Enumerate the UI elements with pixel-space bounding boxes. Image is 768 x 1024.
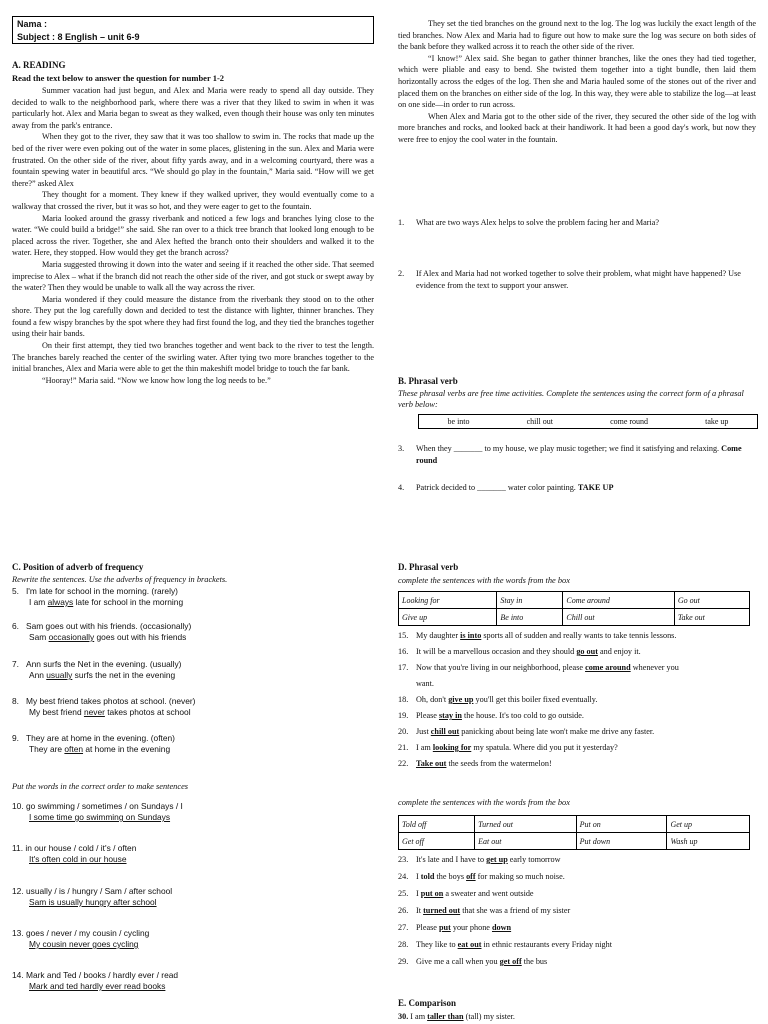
paragraph: When they got to the river, they saw that it was too shallow to swim in. The rocks that made up the bed of the river were even poking out of the water in some places, glistening in the sun. Alex and Maria were frustrated. On the other side of the river, about fifty yards away, and in a welcoming courtyard, there was a fountain spewing water in beautiful arcs. “We should go play in the fountain,” Maria said. “How will we get there?” asked Alex — [12, 132, 374, 188]
answer: chill out — [430, 727, 460, 736]
list-item: 23. It's late and I have to get up early tomorrow — [398, 855, 561, 864]
paragraph: “Hooray!” Maria said. “Now we know how long the log needs to be.” — [42, 375, 271, 385]
box-word: Put down — [576, 833, 667, 850]
word: be into — [447, 417, 470, 426]
answer: get off — [499, 957, 522, 966]
paragraph: On their first attempt, they tied two branches together and went back to the river to test the length. The branches barely reached the center of the swirling water. After tying two more branches together to the initial branches, Alex and Maria were able to get the thin makeshift model bridge to touch the far bank. — [12, 341, 374, 374]
question-2: 2. If Alex and Maria had not worked together to solve their problem, what might have happened? Use evidence from the text to support your answer. — [398, 269, 741, 290]
box-word: Go out — [674, 592, 749, 609]
paragraph: They thought for a moment. They knew if they walked upriver, they would eventually come to a walkway that crossed the river, but it was so hot, and they were eager to get to the fountain. — [12, 190, 374, 211]
section-d-title: D. Phrasal verb — [398, 562, 459, 572]
section-c-title: C. Position of adverb of frequency — [12, 562, 144, 572]
list-item: 26. It turned out that she was a friend of my sister — [398, 906, 571, 915]
question-3: 3. When they _______ to my house, we play music together; we find it satisfying and relaxing. Come round — [398, 444, 742, 465]
answer: Sam is usually hungry after school — [29, 897, 157, 907]
box-word: Be into — [497, 609, 563, 626]
order-item: 13. goes / never / my cousin / cycling My cousin never goes cycling — [12, 928, 150, 949]
list-item: 20. Just chill out panicking about being late won't make me drive any faster. — [398, 727, 655, 736]
answer: down — [491, 923, 512, 932]
paragraph: “I know!” Alex said. She began to gather thinner branches, like the ones they had tied together, which were pliable and easy to bend. She twisted them together into a tight bundle, then laid them horizontally across the edges of the log. Then she and Maria hauled some of the stones out of the river and placed them on the branches on either side of the log. In this way, they were able to stabilize the log—at least on one side—in order to run across. — [398, 53, 757, 110]
box-word: Get up — [667, 816, 750, 833]
adverb-item: 8. My best friend takes photos at school. (never) My best friend never takes photos at school — [12, 696, 196, 717]
box-word: Put on — [576, 816, 667, 833]
section-b-instruction: These phrasal verbs are free time activities. Complete the sentences using the correct form of a phrasal verb below: — [398, 389, 744, 409]
section-b-title: B. Phrasal verb — [398, 376, 458, 386]
box-word: Take out — [674, 609, 749, 626]
question-30: 30. I am taller than (tall) my sister. — [398, 1012, 515, 1021]
word: come round — [610, 417, 649, 426]
answer: turned out — [423, 906, 461, 915]
answer: off — [466, 872, 476, 881]
answer: give up — [448, 695, 474, 704]
list-item: 24. I told the boys off for making so much noise. — [398, 872, 565, 881]
box-word: Get off — [399, 833, 475, 850]
list-item: 17. Now that you're living in our neighborhood, please come around whenever you — [398, 663, 679, 672]
box-word: Told off — [399, 816, 475, 833]
box-word: Stay in — [497, 592, 563, 609]
answer: usually — [46, 670, 73, 680]
subject-label: Subject : 8 English – unit 6-9 — [17, 32, 140, 42]
list-item: 22. Take out the seeds from the watermelon! — [398, 759, 552, 768]
section-c-instruction-2: Put the words in the correct order to make sentences — [12, 782, 189, 791]
list-item: 18. Oh, don't give up you'll get this boiler fixed eventually. — [398, 695, 598, 704]
reading-text-right — [398, 18, 756, 146]
paragraph: Maria wondered if they could measure the distance from the riverbank they stood on to the other shore. They put the log carefully down and decided to test the distance with lighter, thinner branches. They found a few wispy branches by the spot where they had first found the log, and they tied the branches together using their hair bands. — [12, 294, 374, 339]
word: chill out — [526, 417, 554, 426]
paragraph: They set the tied branches on the ground next to the log. The log was luckily the exact length of the tied branches. Now Alex and Maria had to figure out how to make sure the log was secure on both sides of the bank before they walked across it to reach the other side of the river. — [398, 19, 756, 52]
section-a-title: A. READING — [12, 60, 66, 70]
answer: taller than — [427, 1012, 464, 1021]
answer: get up — [486, 855, 508, 864]
list-item: 15. My daughter is into sports all of sudden and really wants to take tennis lessons. — [398, 631, 677, 640]
box-word: Chill out — [563, 609, 674, 626]
list-item: 29. Give me a call when you get off the bus — [398, 957, 548, 966]
paragraph: Maria suggested throwing it down into the water and seeing if it reached the other side. That seemed imprecise to Alex – what if the branch did not reach the other side of the river, and got stuck or swept away by the water? Then they would be unable to walk all the way across the river. — [12, 259, 374, 293]
section-c-instruction: Rewrite the sentences. Use the adverbs of frequency in brackets. — [12, 575, 228, 584]
phrasal-sentences-2 — [398, 854, 756, 973]
answer: I some time go swimming on Sundays — [29, 812, 171, 822]
box-word: Looking for — [399, 592, 497, 609]
section-d-instruction: complete the sentences with the words from the box — [398, 576, 570, 585]
question-4: 4. Patrick decided to _______ water color painting. TAKE UP — [398, 483, 614, 492]
box-word: Wash up — [667, 833, 750, 850]
order-item: 10. go swimming / sometimes / on Sundays / I I some time go swimming on Sundays — [12, 801, 183, 822]
list-item: 25. I put on a sweater and went outside — [398, 889, 534, 898]
order-item: 12. usually / is / hungry / Sam / after school Sam is usually hungry after school — [12, 886, 173, 907]
answer: Take out — [416, 759, 447, 768]
adverb-item: 6. Sam goes out with his friends. (occasionally) Sam occasionally goes out with his friends — [12, 621, 192, 642]
list-item: 16. It will be a marvellous occasion and they should go out and enjoy it. — [398, 647, 641, 656]
phrasal-sentences-1 — [398, 630, 756, 774]
answer: often — [64, 744, 84, 754]
question-1: 1. What are two ways Alex helps to solve the problem facing her and Maria? — [398, 218, 660, 227]
answer: put on — [420, 889, 444, 898]
answer: come around — [585, 663, 631, 672]
box-word: Eat out — [475, 833, 577, 850]
student-info-box — [12, 16, 374, 44]
adverb-item: 7. Ann surfs the Net in the evening. (usually) Ann usually surfs the net in the evening — [12, 659, 182, 680]
paragraph: Summer vacation had just begun, and Alex and Maria were ready to spend all day outside. They decided to walk to the neighborhood park, where there was a river that they liked to swim in when it was particularly hot. Alex and Maria began to sweat as they walked, even though their house was only ten minutes away from the park's entrance. — [12, 86, 374, 130]
section-e-title: E. Comparison — [398, 998, 457, 1008]
adverb-item: 9. They are at home in the evening. (often) They are often at home in the evening — [12, 733, 175, 754]
list-item: 19. Please stay in the house. It's too cold to go outside. — [398, 711, 584, 720]
name-label: Nama : — [17, 19, 48, 29]
phrasal-verb-word-box — [418, 414, 758, 429]
paragraph: When Alex and Maria got to the other side of the river, they secured the other side of the log with more branches and rocks, and looked back at their handiwork. It had been a good day's work, but now they were free to enjoy the cool water in the fountain. — [398, 111, 756, 144]
box-word: Turned out — [475, 816, 577, 833]
paragraph: Maria looked around the grassy riverbank and noticed a few logs and branches lying close to the water. “We could build a bridge!” she said. She ran over to a thick tree branch that looked long enough to be placed across the river. Together, she and Alex hefted the branch onto their shoulders and walked it to the water. Here, they stopped. How would they get the branch across? — [12, 213, 374, 258]
section-a-instruction: Read the text below to answer the question for number 1-2 — [12, 73, 225, 83]
answer: put — [438, 923, 451, 932]
word: take up — [705, 417, 729, 426]
word-box-2 — [398, 815, 750, 850]
list-item: 27. Please put your phone down — [398, 923, 512, 932]
reading-text-left — [12, 85, 374, 386]
answer: eat out — [457, 940, 482, 949]
answer: Mark and ted hardly ever read books — [29, 981, 166, 991]
order-item: 11. in our house / cold / it's / often It's often cold in our house — [12, 843, 137, 864]
answer: looking for — [432, 743, 472, 752]
list-item: want. — [416, 679, 434, 688]
section-d-instruction-2: complete the sentences with the words from the box — [398, 798, 570, 807]
answer: It's often cold in our house — [29, 854, 127, 864]
answer: is into — [460, 631, 482, 640]
answer: always — [47, 597, 74, 607]
answer: never — [83, 707, 105, 717]
answer: go out — [576, 647, 598, 656]
adverb-item: 5. I'm late for school in the morning. (rarely) I am always late for school in the morning — [12, 586, 184, 607]
answer: stay in — [438, 711, 462, 720]
order-item: 14. Mark and Ted / books / hardly ever / read Mark and ted hardly ever read books — [12, 970, 179, 991]
list-item: 28. They like to eat out in ethnic restaurants every Friday night — [398, 940, 612, 949]
list-item: 21. I am looking for my spatula. Where did you put it yesterday? — [398, 743, 618, 752]
word-box-1 — [398, 591, 750, 626]
box-word: Give up — [399, 609, 497, 626]
box-word: Come around — [563, 592, 674, 609]
answer: occasionally — [48, 632, 95, 642]
answer: told — [420, 872, 435, 881]
answer: My cousin never goes cycling — [29, 939, 139, 949]
